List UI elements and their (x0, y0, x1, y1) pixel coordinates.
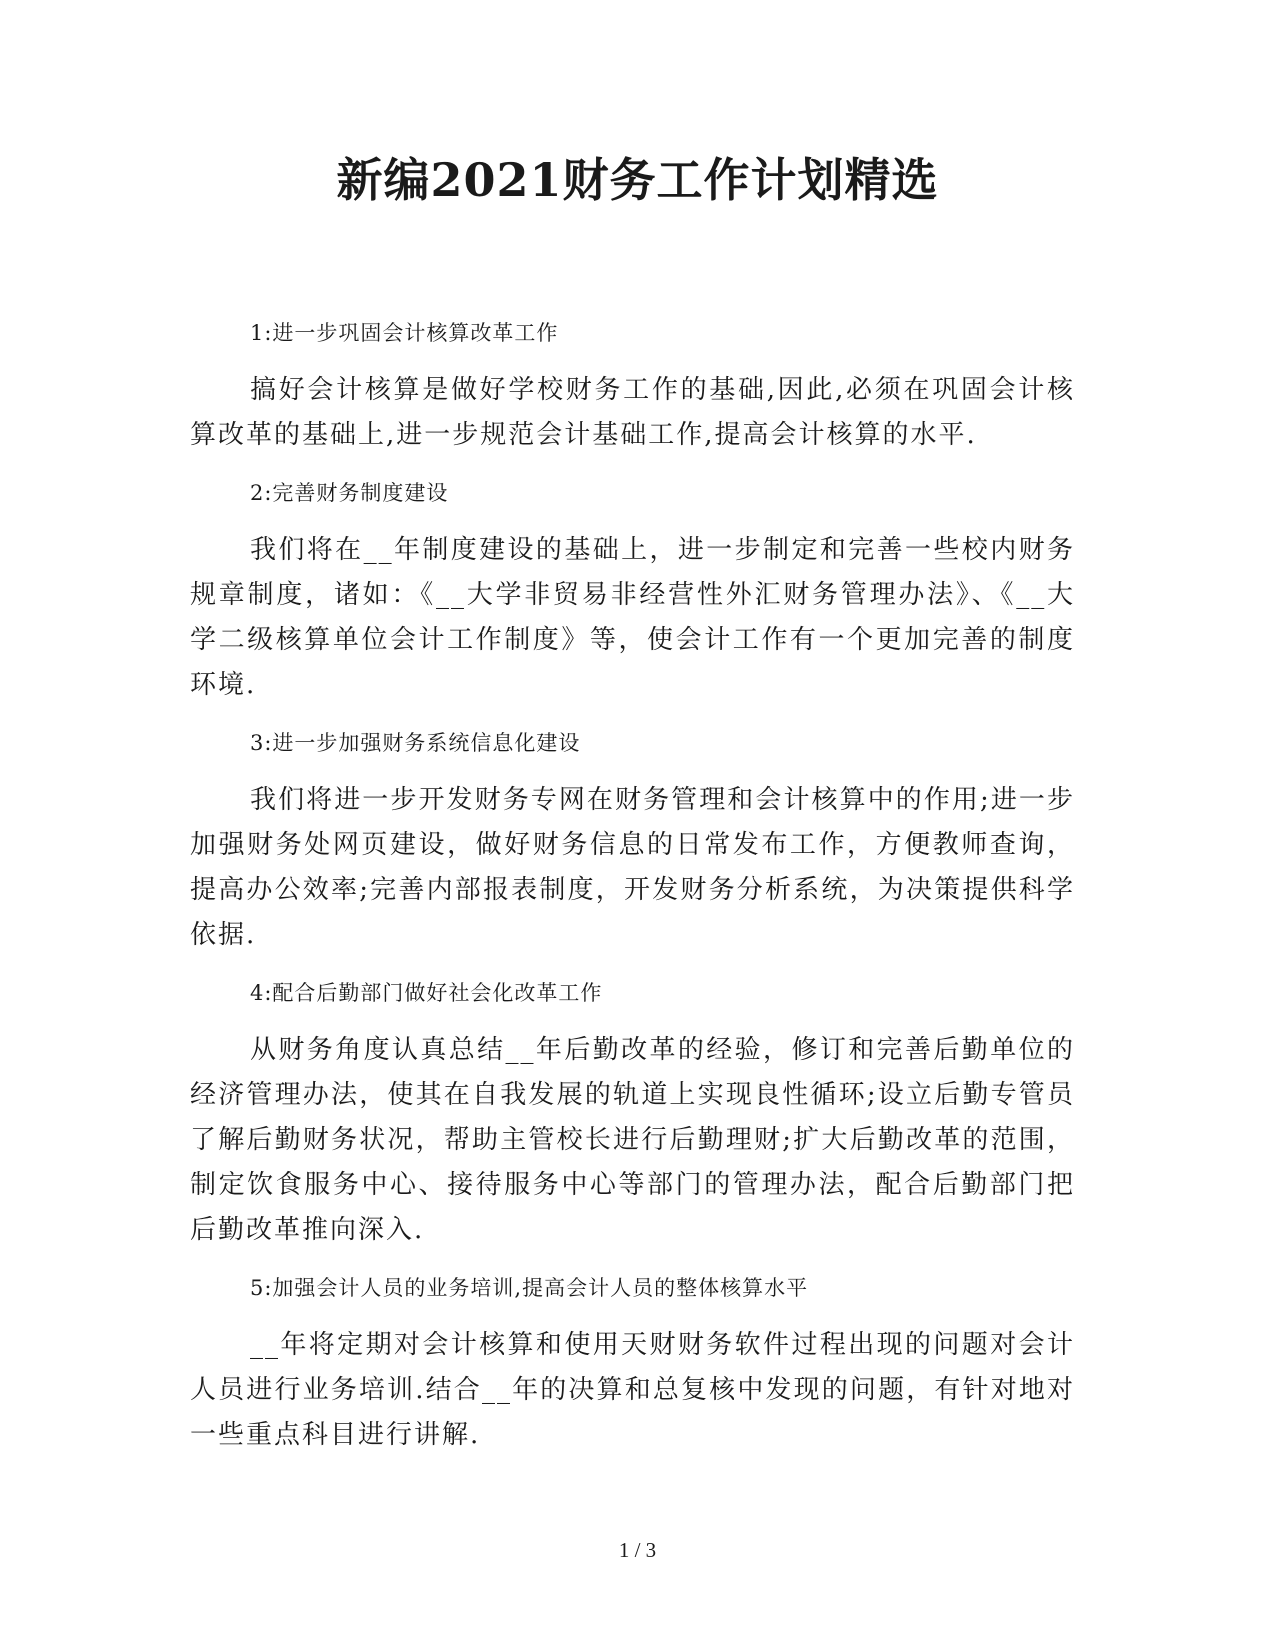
page-number: 1 / 3 (618, 1538, 657, 1562)
section-heading-2: 2:完善财务制度建设 (250, 481, 449, 505)
document-content (190, 318, 1075, 1478)
section-heading-5: 5:加强会计人员的业务培训,提高会计人员的整体核算水平 (250, 1276, 809, 1300)
section-body-5: __年将定期对会计核算和使用天财财务软件过程出现的问题对会计人员进行业务培训.结合__年的决算和总复核中发现的问题，有针对地对一些重点科目进行讲解. (190, 1330, 1075, 1450)
section-body-1: 搞好会计核算是做好学校财务工作的基础,因此,必须在巩固会计核算改革的基础上,进一步规范会计基础工作,提高会计核算的水平. (190, 375, 1075, 450)
section-body-3: 我们将进一步开发财务专网在财务管理和会计核算中的作用;进一步加强财务处网页建设，做好财务信息的日常发布工作，方便教师查询，提高办公效率;完善内部报表制度，开发财务分析系统，为决策提供科学依据. (190, 785, 1075, 950)
section-body-2: 我们将在__年制度建设的基础上，进一步制定和完善一些校内财务规章制度，诸如：《__大学非贸易非经营性外汇财务管理办法》、《__大学二级核算单位会计工作制度》等，使会计工作有一个更加完善的制度环境. (190, 535, 1075, 700)
section-heading-1: 1:进一步巩固会计核算改革工作 (250, 321, 559, 345)
section-heading-3: 3:进一步加强财务系统信息化建设 (250, 731, 581, 755)
document-title: 新编2021财务工作计划精选 (336, 153, 939, 207)
section-body-4: 从财务角度认真总结__年后勤改革的经验，修订和完善后勤单位的经济管理办法，使其在自我发展的轨道上实现良性循环;设立后勤专管员了解后勤财务状况，帮助主管校长进行后勤理财;扩大后勤改革的范围，制定饮食服务中心、接待服务中心等部门的管理办法，配合后勤部门把后勤改革推向深入. (190, 1035, 1075, 1245)
section-heading-4: 4:配合后勤部门做好社会化改革工作 (250, 981, 603, 1005)
